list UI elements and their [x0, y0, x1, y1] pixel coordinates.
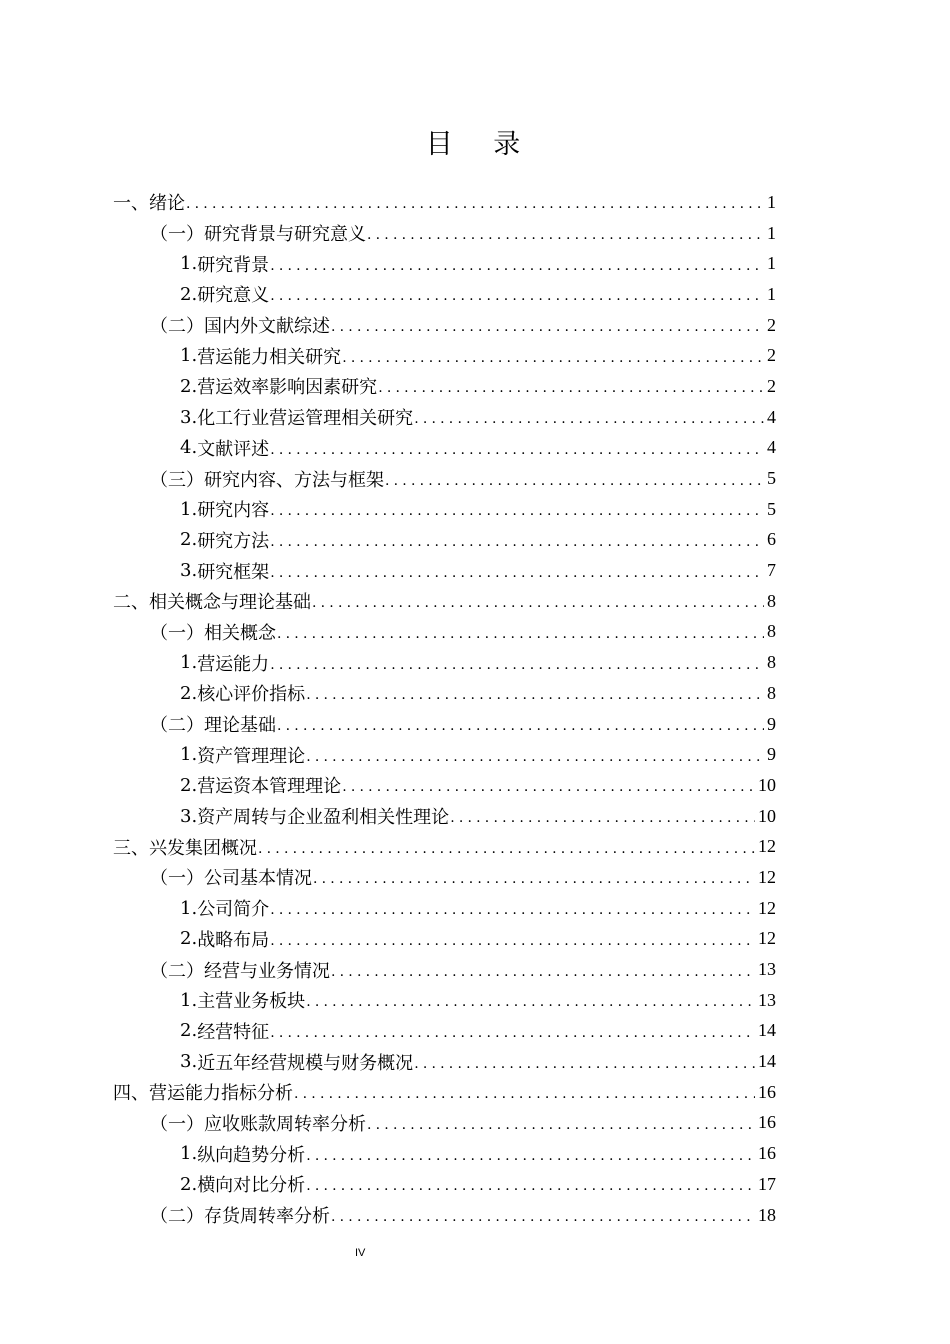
toc-dot-leader: [313, 871, 755, 887]
toc-dot-leader: [270, 657, 764, 673]
toc-entry-title: 研究框架: [197, 561, 270, 583]
toc-entry-title: 营运能力: [197, 653, 270, 675]
toc-entry-page-number: 12: [758, 897, 776, 918]
toc-entry-title: 国内外文献综述: [204, 316, 330, 338]
toc-dot-leader: [270, 258, 764, 274]
toc-entry-page-number: 4: [767, 437, 776, 458]
toc-entry[interactable]: [0, 1108, 950, 1139]
toc-entry[interactable]: [0, 739, 950, 770]
toc-entry-title: 存货周转率分析: [204, 1206, 330, 1228]
toc-entry[interactable]: [0, 463, 950, 494]
toc-entry-title: 经营特征: [197, 1021, 270, 1043]
toc-entry-page-number: 10: [758, 774, 776, 795]
toc-entry-title: 化工行业营运管理相关研究: [197, 408, 414, 430]
toc-entry-number: 1.: [180, 253, 198, 275]
toc-entry-number: 一、: [113, 193, 149, 215]
toc-entry-page-number: 5: [767, 468, 776, 489]
toc-entry[interactable]: [0, 1200, 950, 1231]
toc-entry-number: 2.: [180, 1173, 198, 1195]
toc-entry-title: 核心评价指标: [197, 684, 306, 706]
toc-dot-leader: [270, 902, 755, 918]
toc-dot-leader: [378, 380, 764, 396]
toc-dot-leader: [331, 319, 764, 335]
toc-dot-leader: [186, 196, 764, 212]
toc-entry-title: 兴发集团概况: [149, 837, 257, 859]
toc-entry-page-number: 1: [767, 222, 776, 243]
toc-entry[interactable]: [0, 555, 950, 586]
toc-dot-leader: [270, 442, 764, 458]
toc-entry-number: 2.: [180, 375, 198, 397]
toc-entry-title: 研究背景: [197, 254, 270, 276]
toc-entry-number: 二、: [113, 592, 149, 614]
toc-entry[interactable]: [0, 770, 950, 801]
toc-entry[interactable]: [0, 525, 950, 556]
toc-entry-page-number: 5: [767, 498, 776, 519]
toc-entry-number: 2.: [180, 928, 198, 950]
toc-entry-page-number: 14: [758, 1051, 776, 1072]
toc-entry-page-number: 9: [767, 713, 776, 734]
toc-entry-page-number: 8: [767, 682, 776, 703]
toc-entry-title: 资产周转与企业盈利相关性理论: [197, 807, 450, 829]
toc-entry[interactable]: [0, 831, 950, 862]
toc-entry[interactable]: [0, 187, 950, 218]
toc-entry-number: （一）: [150, 868, 204, 890]
toc-dot-leader: [306, 1148, 755, 1164]
page-title: 目 录: [425, 129, 537, 160]
toc-entry-number: 1.: [180, 989, 198, 1011]
toc-entry-page-number: 2: [767, 345, 776, 366]
toc-entry-page-number: 13: [758, 959, 776, 980]
toc-dot-leader: [294, 1086, 755, 1102]
toc-entry[interactable]: [0, 494, 950, 525]
toc-dot-leader: [306, 994, 755, 1010]
toc-entry-page-number: 2: [767, 375, 776, 396]
toc-entry-title: 营运能力指标分析: [149, 1083, 293, 1105]
toc-entry-number: （二）: [150, 316, 204, 338]
toc-entry-title: 近五年经营规模与财务概况: [197, 1052, 414, 1074]
toc-entry-number: 1.: [180, 498, 198, 520]
toc-entry[interactable]: [0, 371, 950, 402]
toc-dot-leader: [270, 1025, 755, 1041]
toc-dot-leader: [270, 933, 755, 949]
toc-entry[interactable]: [0, 310, 950, 341]
toc-entry-title: 营运资本管理理论: [197, 776, 342, 798]
toc-entry-title: 理论基础: [204, 715, 276, 737]
toc-entry-title: 绪论: [149, 193, 185, 215]
toc-entry-page-number: 4: [767, 406, 776, 427]
toc-entry[interactable]: [0, 709, 950, 740]
toc-dot-leader: [414, 1056, 755, 1072]
toc-dot-leader: [367, 1117, 755, 1133]
toc-entry[interactable]: [0, 279, 950, 310]
toc-entry-title: 研究内容、方法与框架: [204, 469, 384, 491]
toc-entry-page-number: 1: [767, 191, 776, 212]
toc-dot-leader: [306, 1178, 755, 1194]
toc-entry-page-number: 14: [758, 1020, 776, 1041]
toc-entry-title: 研究内容: [197, 500, 270, 522]
toc-entry[interactable]: [0, 801, 950, 832]
toc-entry-page-number: 10: [758, 805, 776, 826]
toc-entry[interactable]: [0, 924, 950, 955]
toc-entry-title: 横向对比分析: [197, 1175, 306, 1197]
toc-entry-number: 2.: [180, 682, 198, 704]
toc-entry-title: 公司简介: [197, 899, 270, 921]
toc-entry-page-number: 9: [767, 744, 776, 765]
toc-entry[interactable]: [0, 647, 950, 678]
toc-entry-number: 2.: [180, 774, 198, 796]
toc-entry-title: 经营与业务情况: [204, 960, 330, 982]
toc-dot-leader: [270, 565, 764, 581]
toc-entry-title: 公司基本情况: [204, 868, 312, 890]
toc-entry-number: 1.: [180, 652, 198, 674]
toc-entry-number: 三、: [113, 837, 149, 859]
toc-entry-page-number: 6: [767, 529, 776, 550]
toc-dot-leader: [270, 503, 764, 519]
toc-entry[interactable]: [0, 893, 950, 924]
toc-entry-number: （一）: [150, 622, 204, 644]
page-number-footer: IV: [355, 1247, 366, 1259]
toc-entry[interactable]: [0, 1169, 950, 1200]
toc-entry-page-number: 8: [767, 621, 776, 642]
toc-entry[interactable]: [0, 340, 950, 371]
toc-dot-leader: [331, 1209, 755, 1225]
toc-entry-title: 纵向趋势分析: [197, 1144, 306, 1166]
toc-entry-number: （二）: [150, 715, 204, 737]
table-of-contents: [0, 187, 950, 1230]
toc-entry[interactable]: [0, 1016, 950, 1047]
toc-entry[interactable]: [0, 678, 950, 709]
toc-entry-page-number: 16: [758, 1081, 776, 1102]
toc-entry-page-number: 17: [758, 1173, 776, 1194]
toc-entry-page-number: 8: [767, 590, 776, 611]
toc-entry-number: 四、: [113, 1083, 149, 1105]
toc-entry-number: 1.: [180, 897, 198, 919]
toc-dot-leader: [306, 749, 764, 765]
toc-dot-leader: [450, 810, 755, 826]
toc-entry[interactable]: [0, 586, 950, 617]
toc-entry-number: （二）: [150, 1206, 204, 1228]
toc-entry-title: 营运效率影响因素研究: [197, 377, 378, 399]
toc-entry-title: 主营业务板块: [197, 991, 306, 1013]
toc-entry-number: （一）: [150, 224, 204, 246]
toc-entry-number: 1.: [180, 345, 198, 367]
toc-entry-page-number: 16: [758, 1112, 776, 1133]
toc-entry-page-number: 13: [758, 989, 776, 1010]
toc-dot-leader: [312, 595, 764, 611]
toc-entry-number: 2.: [180, 529, 198, 551]
toc-entry-title: 研究方法: [197, 530, 270, 552]
toc-entry-number: 3.: [180, 805, 198, 827]
toc-entry-number: 4.: [180, 437, 198, 459]
toc-entry-page-number: 16: [758, 1143, 776, 1164]
toc-entry-page-number: 1: [767, 283, 776, 304]
toc-entry-number: 2.: [180, 283, 198, 305]
toc-dot-leader: [342, 779, 755, 795]
toc-entry-page-number: 2: [767, 314, 776, 335]
toc-entry[interactable]: [0, 433, 950, 464]
toc-dot-leader: [414, 411, 764, 427]
toc-entry[interactable]: [0, 862, 950, 893]
toc-entry-number: （三）: [150, 469, 204, 491]
toc-entry-page-number: 7: [767, 560, 776, 581]
toc-entry-title: 营运能力相关研究: [197, 346, 342, 368]
toc-entry-title: 相关概念与理论基础: [149, 592, 311, 614]
toc-entry-number: 3.: [180, 1051, 198, 1073]
toc-dot-leader: [277, 626, 764, 642]
toc-dot-leader: [385, 473, 764, 489]
toc-entry-title: 相关概念: [204, 622, 276, 644]
toc-dot-leader: [342, 350, 764, 366]
toc-entry[interactable]: [0, 954, 950, 985]
toc-entry-number: 2.: [180, 1020, 198, 1042]
toc-entry-number: 3.: [180, 560, 198, 582]
toc-entry-page-number: 12: [758, 866, 776, 887]
toc-entry-number: 1.: [180, 744, 198, 766]
toc-entry[interactable]: [0, 218, 950, 249]
toc-entry-title: 文献评述: [197, 438, 270, 460]
toc-entry-page-number: 12: [758, 836, 776, 857]
toc-dot-leader: [306, 687, 764, 703]
toc-entry-title: 研究意义: [197, 285, 270, 307]
toc-entry[interactable]: [0, 1077, 950, 1108]
toc-entry[interactable]: [0, 402, 950, 433]
toc-dot-leader: [258, 841, 755, 857]
toc-entry-page-number: 18: [758, 1204, 776, 1225]
toc-dot-leader: [277, 718, 764, 734]
toc-dot-leader: [367, 227, 764, 243]
toc-entry-title: 应收账款周转率分析: [204, 1113, 366, 1135]
toc-entry-page-number: 8: [767, 652, 776, 673]
toc-entry-page-number: 12: [758, 928, 776, 949]
toc-dot-leader: [270, 534, 764, 550]
toc-entry-title: 战略布局: [197, 929, 270, 951]
toc-entry[interactable]: [0, 985, 950, 1016]
toc-dot-leader: [270, 288, 764, 304]
toc-entry-title: 资产管理理论: [197, 745, 306, 767]
toc-entry[interactable]: [0, 1138, 950, 1169]
toc-entry[interactable]: [0, 1046, 950, 1077]
toc-entry-page-number: 1: [767, 253, 776, 274]
toc-entry-number: （一）: [150, 1113, 204, 1135]
toc-entry-number: （二）: [150, 960, 204, 982]
toc-dot-leader: [331, 964, 755, 980]
toc-entry[interactable]: [0, 617, 950, 648]
toc-entry[interactable]: [0, 248, 950, 279]
toc-entry-number: 1.: [180, 1143, 198, 1165]
toc-entry-title: 研究背景与研究意义: [204, 224, 366, 246]
toc-entry-number: 3.: [180, 406, 198, 428]
